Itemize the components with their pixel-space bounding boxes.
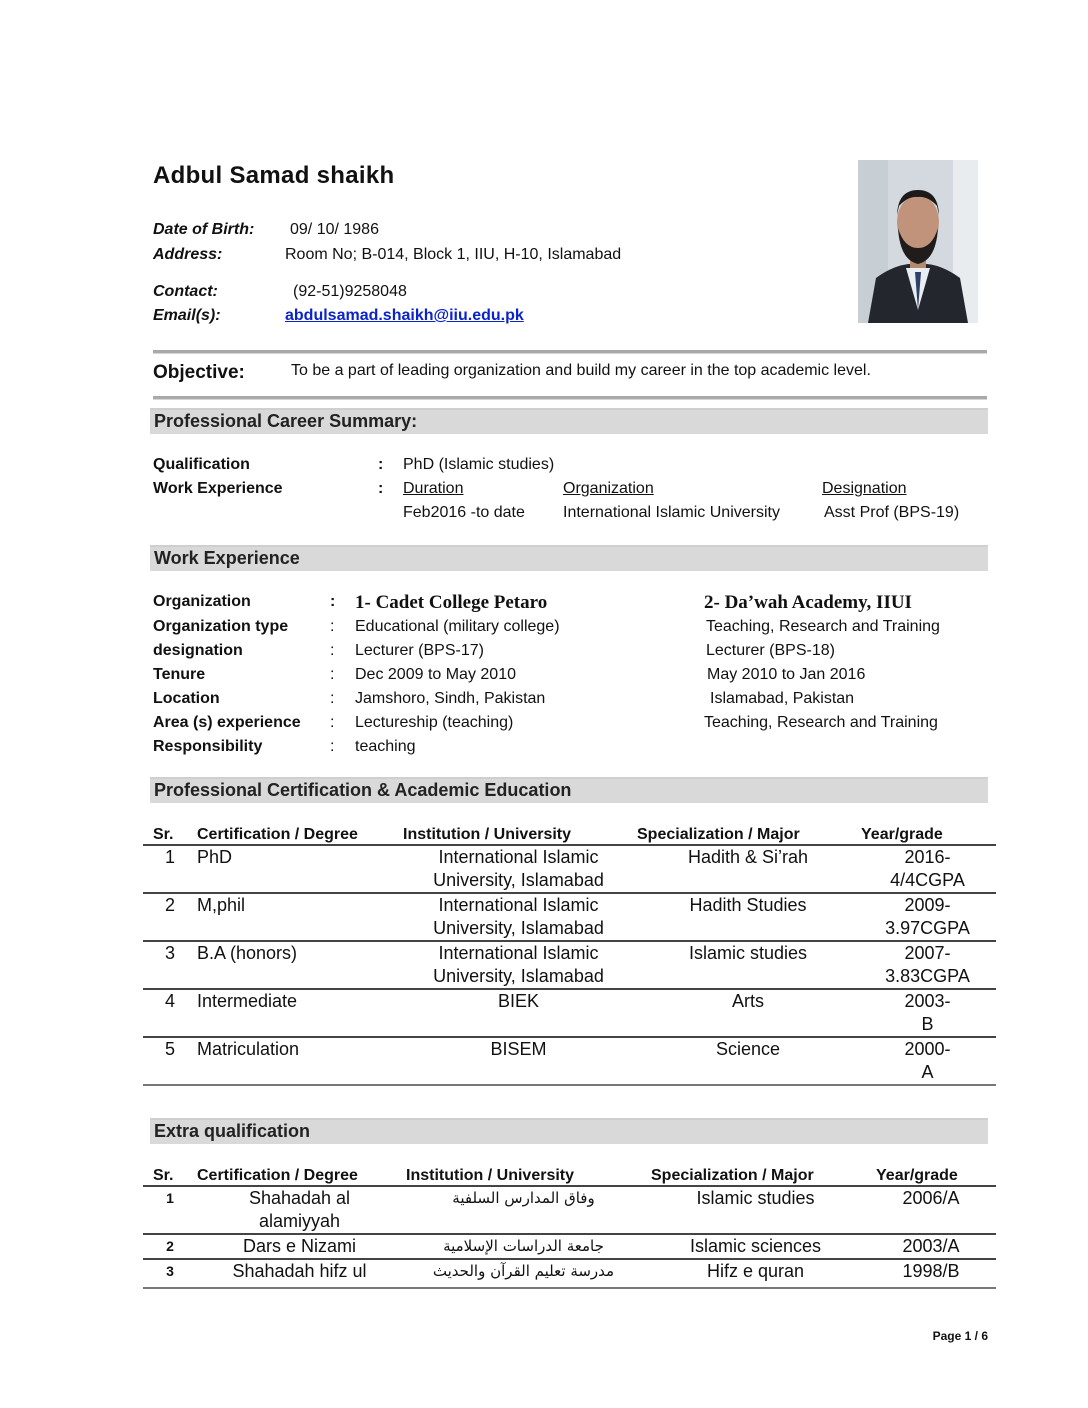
- row-specialization: Hifz e quran: [645, 1259, 866, 1288]
- grade-line: 4/4CGPA: [890, 870, 965, 890]
- work-row-value-a: teaching: [355, 738, 416, 755]
- dob-value: 09/ 10/ 1986: [290, 221, 379, 238]
- colon: :: [330, 738, 335, 755]
- section-title: Professional Certification & Academic Education: [154, 780, 572, 800]
- row-sr: 2: [143, 893, 197, 941]
- organization-value: International Islamic University: [563, 504, 780, 521]
- row-degree: Intermediate: [197, 989, 400, 1037]
- duration-value: Feb2016 -to date: [403, 504, 525, 521]
- institution-line: University, Islamabad: [433, 918, 604, 938]
- table-row: [143, 845, 996, 893]
- work-row-value-b: Teaching, Research and Training: [704, 714, 938, 731]
- candidate-name: Adbul Samad shaikh: [153, 162, 395, 189]
- row-year: [859, 989, 996, 1037]
- row-degree: B.A (honors): [197, 941, 400, 989]
- section-header-education: [150, 777, 988, 803]
- column-header: Institution / University: [403, 826, 572, 843]
- page-number: Page 1 / 6: [932, 1329, 988, 1343]
- colon: :: [330, 714, 335, 731]
- column-header: Certification / Degree: [197, 1167, 358, 1184]
- row-institution: [400, 845, 637, 893]
- row-institution: BIEK: [400, 989, 637, 1037]
- row-institution: مدرسة تعليم القرآن والحديث: [402, 1259, 645, 1288]
- column-header: Specialization / Major: [651, 1167, 814, 1184]
- colon: :: [330, 666, 335, 683]
- work-row-value-a: Dec 2009 to May 2010: [355, 666, 516, 683]
- qualification-label: Qualification: [153, 456, 250, 473]
- duration-heading: Duration: [403, 480, 464, 497]
- address-value: Room No; B-014, Block 1, IIU, H-10, Islamabad: [285, 246, 622, 263]
- institution-line: University, Islamabad: [433, 966, 604, 986]
- row-institution: وفاق المدارس السلفية: [402, 1186, 645, 1234]
- colon: :: [330, 593, 336, 610]
- row-year: 2003/A: [866, 1234, 996, 1259]
- work-row-value-b: May 2010 to Jan 2016: [707, 666, 866, 683]
- colon: :: [330, 690, 335, 707]
- work-row-value-a: 1- Cadet College Petaro: [355, 592, 548, 613]
- designation-value: Asst Prof (BPS-19): [824, 504, 960, 521]
- table-header-row: [143, 1163, 996, 1186]
- row-degree: [197, 1186, 402, 1234]
- section-header-work: [150, 545, 988, 571]
- colon: :: [330, 642, 335, 659]
- extra-qualification-table: [143, 1163, 996, 1289]
- designation-heading: Designation: [822, 480, 907, 497]
- row-degree: M,phil: [197, 893, 400, 941]
- row-year: 2006/A: [866, 1186, 996, 1234]
- work-row-value-b: 2- Da’wah Academy, IIUI: [704, 592, 912, 613]
- work-row-label: Area (s) experience: [153, 714, 301, 731]
- table-row: [143, 1234, 996, 1259]
- work-row-value-b: Islamabad, Pakistan: [710, 690, 855, 707]
- work-row-value-a: Educational (military college): [355, 618, 560, 635]
- work-row-value-b: Lecturer (BPS-18): [706, 642, 835, 659]
- row-sr: 3: [143, 941, 197, 989]
- column-header: Sr.: [153, 826, 174, 843]
- row-year: [859, 893, 996, 941]
- contact-label: Contact:: [153, 283, 218, 300]
- column-header: Year/grade: [876, 1167, 958, 1184]
- work-row-label: Location: [153, 690, 220, 707]
- row-sr: 1: [143, 845, 197, 893]
- work-row-label: Tenure: [153, 666, 206, 683]
- year-line: 2000-: [904, 1039, 951, 1059]
- institution-line: International Islamic: [438, 847, 599, 867]
- grade-line: 3.83CGPA: [885, 966, 970, 986]
- email-link[interactable]: abdulsamad.shaikh@iiu.edu.pk: [285, 307, 524, 324]
- column-header: Sr.: [153, 1167, 174, 1184]
- institution-line: University, Islamabad: [433, 870, 604, 890]
- row-degree: Matriculation: [197, 1037, 400, 1085]
- grade-line: 3.97CGPA: [885, 918, 970, 938]
- work-experience-label: Work Experience: [153, 480, 283, 497]
- qualification-value: PhD (Islamic studies): [403, 456, 555, 473]
- address-label: Address:: [153, 246, 223, 263]
- dob-label: Date of Birth:: [153, 221, 255, 238]
- portrait-image: [858, 160, 978, 323]
- email-label: Email(s):: [153, 307, 221, 324]
- row-sr: 1: [143, 1186, 197, 1234]
- row-sr: 2: [143, 1234, 197, 1259]
- row-institution: [400, 941, 637, 989]
- work-row-value-a: Lectureship (teaching): [355, 714, 514, 731]
- degree-line: Shahadah al: [248, 1188, 351, 1208]
- table-row: [143, 941, 996, 989]
- work-row-value-a: Lecturer (BPS-17): [355, 642, 484, 659]
- work-row-label: Organization: [153, 593, 251, 610]
- work-row-label: Responsibility: [153, 738, 263, 755]
- work-row-label: Organization type: [153, 618, 289, 635]
- row-specialization: Islamic studies: [645, 1186, 866, 1234]
- colon: :: [378, 480, 384, 497]
- column-header: Specialization / Major: [637, 826, 800, 843]
- row-institution: BISEM: [400, 1037, 637, 1085]
- row-specialization: Islamic studies: [637, 941, 859, 989]
- row-degree: PhD: [197, 845, 400, 893]
- row-degree: Shahadah hifz ul: [197, 1259, 402, 1288]
- row-specialization: Science: [637, 1037, 859, 1085]
- row-sr: 3: [143, 1259, 197, 1288]
- year-line: 2007-: [904, 943, 951, 963]
- column-header: Institution / University: [406, 1167, 575, 1184]
- column-header: Year/grade: [861, 826, 943, 843]
- colon: :: [330, 618, 335, 635]
- colon: :: [378, 456, 384, 473]
- year-line: 2003-: [904, 991, 951, 1011]
- objective-text: To be a part of leading organization and build my career in the top academic level.: [291, 362, 871, 379]
- section-title: Work Experience: [154, 548, 300, 568]
- table-row: [143, 1037, 996, 1085]
- row-specialization: Islamic sciences: [645, 1234, 866, 1259]
- institution-line: International Islamic: [438, 895, 599, 915]
- table-row: [143, 893, 996, 941]
- column-header: Certification / Degree: [197, 826, 358, 843]
- divider-rule: [153, 396, 987, 400]
- section-header-extra: [150, 1118, 988, 1144]
- table-row: [143, 1186, 996, 1234]
- education-table: [143, 822, 996, 1086]
- row-sr: 4: [143, 989, 197, 1037]
- section-title: Professional Career Summary:: [154, 411, 418, 431]
- year-line: 2016-: [904, 847, 951, 867]
- work-row-label: designation: [153, 642, 243, 659]
- year-line: 2009-: [904, 895, 951, 915]
- table-row: [143, 1259, 996, 1288]
- row-institution: [400, 893, 637, 941]
- work-row-value-b: Teaching, Research and Training: [706, 618, 940, 635]
- section-title: Extra qualification: [154, 1121, 311, 1141]
- row-year: [859, 1037, 996, 1085]
- work-row-value-a: Jamshoro, Sindh, Pakistan: [355, 690, 546, 707]
- row-sr: 5: [143, 1037, 197, 1085]
- contact-value: (92-51)9258048: [293, 283, 407, 300]
- institution-line: International Islamic: [438, 943, 599, 963]
- grade-line: A: [921, 1062, 934, 1082]
- row-specialization: Hadith Studies: [637, 893, 859, 941]
- table-row: [143, 989, 996, 1037]
- row-degree: Dars e Nizami: [197, 1234, 402, 1259]
- divider-rule: [153, 350, 987, 354]
- degree-line: alamiyyah: [258, 1211, 341, 1231]
- row-specialization: Arts: [637, 989, 859, 1037]
- row-year: [859, 845, 996, 893]
- table-header-row: [143, 822, 996, 845]
- row-specialization: Hadith & Si’rah: [637, 845, 859, 893]
- row-institution: جامعة الدراسات الإسلامية: [402, 1234, 645, 1259]
- grade-line: B: [921, 1014, 934, 1034]
- row-year: 1998/B: [866, 1259, 996, 1288]
- objective-label: Objective:: [153, 362, 245, 383]
- organization-heading: Organization: [563, 480, 654, 497]
- section-header-career: [150, 408, 988, 434]
- profile-photo: [858, 160, 978, 323]
- row-year: [859, 941, 996, 989]
